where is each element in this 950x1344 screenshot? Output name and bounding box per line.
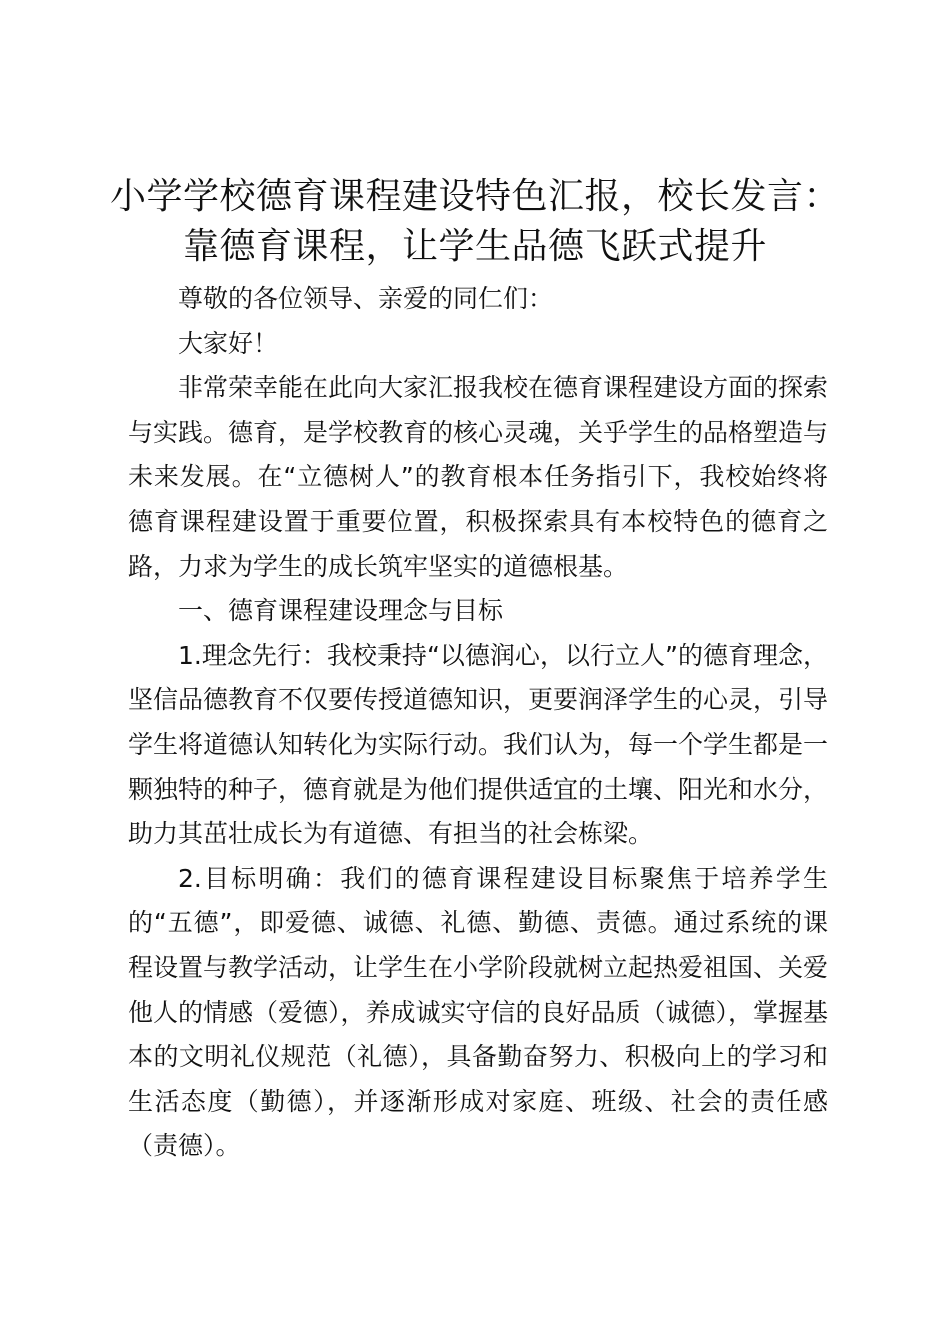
philosophy-paragraph: 1.理念先行：我校秉持“以德润心，以行立人”的德育理念，坚信品德教育不仅要传授道德知识，更要润泽学生的心灵，引导学生将道德认知转化为实际行动。我们认为，每一个学生都是一颗独特的种子，德育就是为他们提供适宜的土壤、阳光和水分，助力其茁壮成长为有道德、有担当的社会栋梁。 [128, 640, 829, 849]
intro-paragraph: 非常荣幸能在此向大家汇报我校在德育课程建设方面的探索与实践。德育，是学校教育的核心灵魂，关乎学生的品格塑造与未来发展。在“立德树人”的教育根本任务指引下，我校始终将德育课程建设置于重要位置，积极探索具有本校特色的德育之路，力求为学生的成长筑牢坚实的道德根基。 [128, 373, 829, 581]
document-title [100, 172, 850, 272]
document-body [128, 277, 828, 1169]
title-line-2: 靠德育课程，让学生品德飞跃式提升 [182, 226, 767, 267]
goals-paragraph: 2.目标明确：我们的德育课程建设目标聚焦于培养学生的“五德”，即爱德、诚德、礼德、勤德、责德。通过系统的课程设置与教学活动，让学生在小学阶段就树立起热爱祖国、关爱他人的情感（爱德），养成诚实守信的良好品质（诚德），掌握基本的文明礼仪规范（礼德），具备勤奋努力、积极向上的学习和生活态度（勤德），并逐渐形成对家庭、班级、社会的责任感（责德）。 [128, 863, 829, 1161]
title-line-1: 小学学校德育课程建设特色汇报，校长发言： [109, 176, 840, 217]
greeting: 大家好！ [178, 328, 279, 358]
section-heading: 一、德育课程建设理念与目标 [178, 596, 504, 626]
salutation: 尊敬的各位领导、亲爱的同仁们： [178, 284, 554, 313]
